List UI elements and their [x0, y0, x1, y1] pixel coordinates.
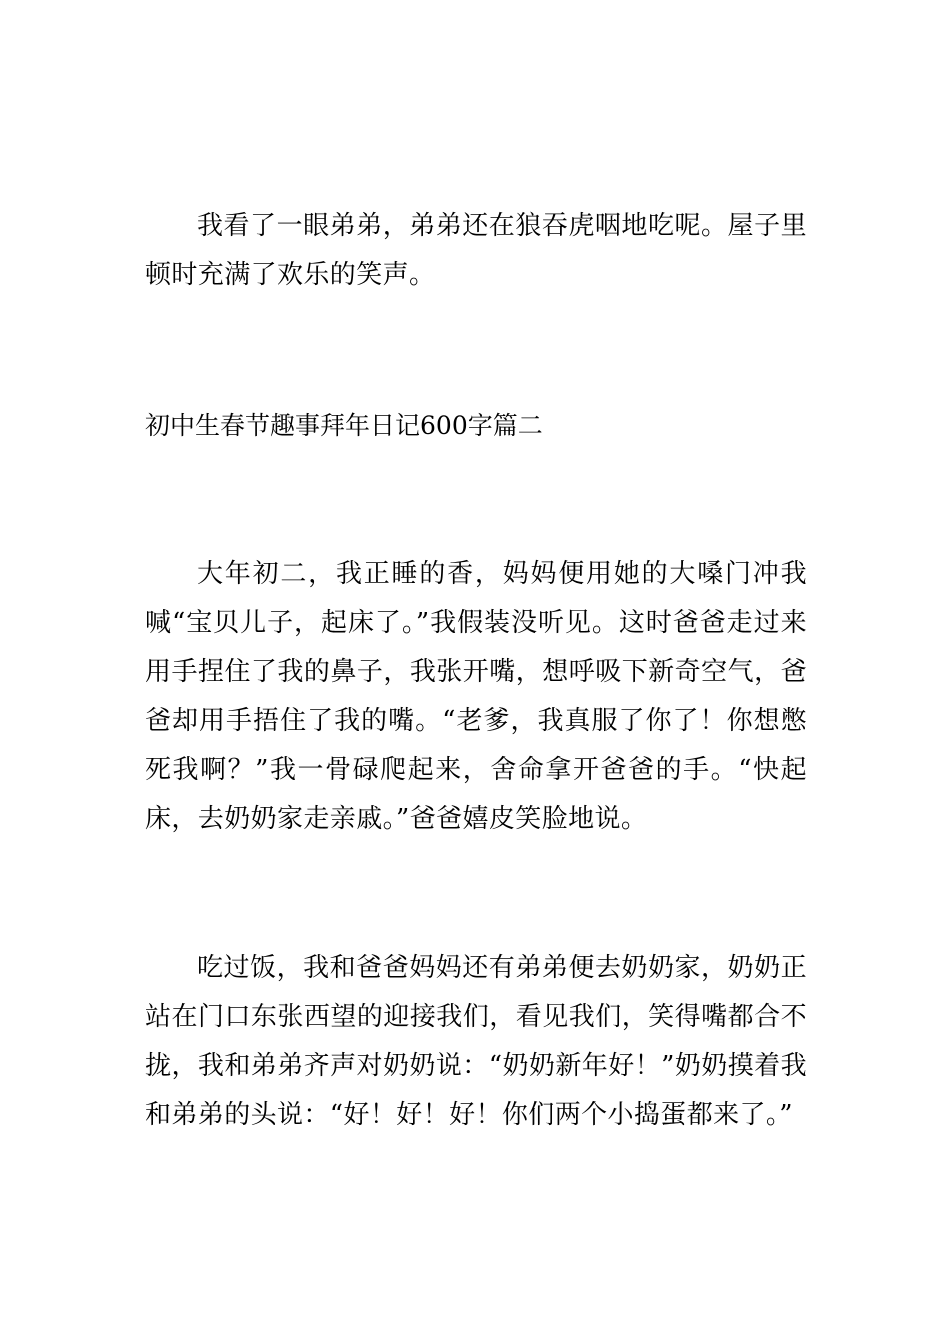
- paragraph-3: 吃过饭，我和爸爸妈妈还有弟弟便去奶奶家，奶奶正站在门口东张西望的迎接我们，看见我们，笑得嘴都合不拢，我和弟弟齐声对奶奶说：“奶奶新年好！”奶奶摸着我和弟弟的头说：“好！好！好！你们两个小捣蛋都来了。”: [145, 953, 807, 1130]
- section-heading: 初中生春节趣事拜年日记600字篇二: [145, 411, 543, 440]
- paragraph-2: 大年初二，我正睡的香，妈妈便用她的大嗓门冲我喊“宝贝儿子，起床了。”我假装没听见。这时爸爸走过来用手捏住了我的鼻子，我张开嘴，想呼吸下新奇空气，爸爸却用手捂住了我的嘴。“老爹，我真服了你了！你想憋死我啊？”我一骨碌爬起来，舍命拿开爸爸的手。“快起床，去奶奶家走亲戚。”爸爸嬉皮笑脸地说。: [145, 559, 807, 834]
- paragraph-1: 我看了一眼弟弟，弟弟还在狼吞虎咽地吃呢。屋子里顿时充满了欢乐的笑声。: [145, 211, 807, 290]
